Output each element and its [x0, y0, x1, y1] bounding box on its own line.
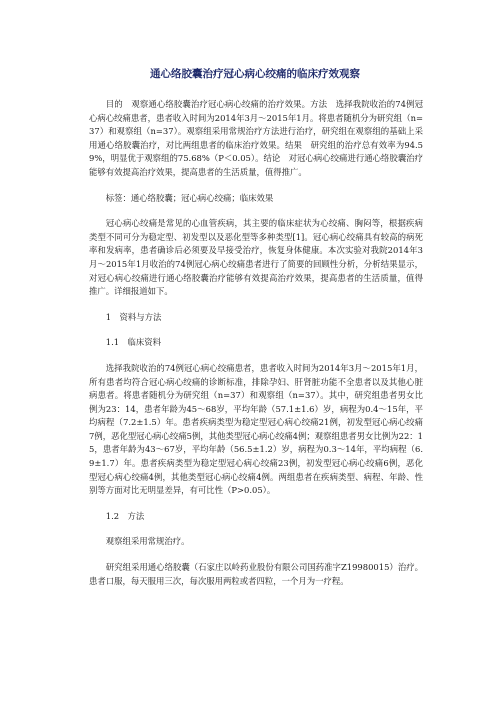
clinical-data-paragraph: 选择我院收治的74例冠心病心绞痛患者，患者收入时间为2014年3月～2015年1月，所有患者均符合冠心病心绞痛的诊断标准，排除孕妇、肝肾脏功能不全患者以及其他心脏病患者。将患者随机分为研究组（n=37）和观察组（n=37）。其中，研究组患者男女比例为23：14，患者年龄为45～68岁，平均年龄（57.1±1.6）岁，病程为0.4～15年，平均病程（7.2±1.5）年。患者疾病类型为稳定型冠心病心绞痛21例，初发型冠心病心绞痛7例，恶化型冠心病心绞痛5例，其他类型冠心病心绞痛4例；观察组患者男女比例为22：15，患者年龄为43～67岁，平均年龄（56.5±1.2）岁，病程为0.3～14年，平均病程（6.9±1.7）年。患者疾病类型为稳定型冠心病心绞痛23例，初发型冠心病心绞痛6例，恶化型冠心病心绞痛4例，其他类型冠心病心绞痛4例。两组患者在疾病类型、病程、年龄、性别等方面对比无明显差异，有可比性（P>0.05）。	[89, 362, 423, 496]
section-heading-materials-methods: 1 资料与方法	[105, 311, 162, 322]
intro-paragraph: 冠心病心绞痛是常见的心血管疾病，其主要的临床症状为心绞痛、胸闷等，根据疾病类型不同可分为稳定型、初发型以及恶化型等多种类型[1]。冠心病心绞痛具有较高的病死率和发病率，患者确诊后必须要及早接受治疗，恢复身体健康。本次实验对我院2014年3月～2015年1月收治的74例冠心病心绞痛患者进行了简要的回顾性分析，分析结果显示，对冠心病心绞痛进行通心络胶囊治疗能够有效提高治疗效果，提高患者的生活质量，值得推广。详细报道如下。	[89, 218, 423, 297]
study-group-method: 研究组采用通心络胶囊（石家庄以岭药业股份有限公司国药准字Z19980015）治疗。患者口服，每天服用三次，每次服用两粒或者四粒，一个月为一疗程。	[89, 562, 423, 586]
abstract-paragraph: 目的 观察通心络胶囊治疗冠心病心绞痛的治疗效果。方法 选择我院收治的74例冠心病心绞痛患者，患者收入时间为2014年3月～2015年1月。将患者随机分为研究组（n=37）和观察组（n=37）。观察组采用常规治疗方法进行治疗，研究组在观察组的基础上采用通心络胶囊治疗，对比两组患者的临床治疗效果。结果 研究组的治疗总有效率为94.59%，明显优于观察组的75.68%（P＜0.05）。结论 对冠心病心绞痛进行通心络胶囊治疗能够有效提高治疗效果，提高患者的生活质量，值得推广。	[89, 99, 423, 177]
subsection-heading-methods: 1.2 方法	[105, 510, 145, 521]
keywords-line: 标签：通心络胶囊；冠心病心绞痛；临床效果	[105, 192, 274, 203]
document-title: 通心络胶囊治疗冠心病心绞痛的临床疗效观察	[150, 68, 360, 80]
subsection-heading-clinical-data: 1.1 临床资料	[105, 337, 161, 348]
observation-group-method: 观察组采用常规治疗。	[105, 536, 190, 547]
